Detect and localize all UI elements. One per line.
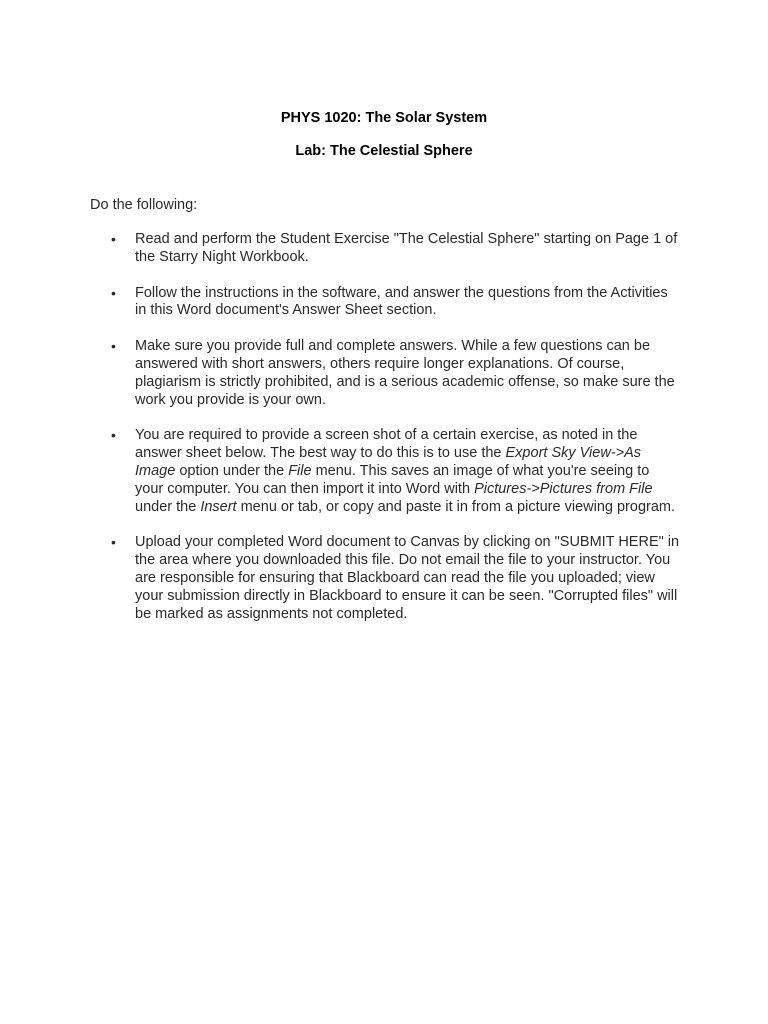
menu-name-insert: Insert <box>200 498 237 515</box>
list-item <box>0 338 680 409</box>
list-item <box>0 285 680 321</box>
instruction-list <box>0 231 768 641</box>
menu-name-file: File <box>288 462 312 479</box>
list-item-text: Read and perform the Student Exercise "The Celestial Sphere" starting on Page 1 of the Starry Night Workbook. <box>135 231 678 265</box>
list-item-text: You are required to provide a screen shot of a certain exercise, as noted in the answer sheet below. The best way to do this is to use the Export Sky View->As Image option under the File menu. This saves an image of what you're seeing to your computer. You can then import it into Word with Pictures->Pictures from File under the Insert menu or tab, or copy and paste it in from a picture viewing program. <box>135 427 676 515</box>
course-title: PHYS 1020: The Solar System <box>280 110 488 126</box>
list-item-text: Upload your completed Word document to Canvas by clicking on "SUBMIT HERE" in the area where you downloaded this file. Do not email the file to your instructor. You are responsible for ensuring that Blackboard can read the file you uploaded; view your submission directly in Blackboard to ensure it can be seen. "Corrupted files" will be marked as assignments not completed. <box>135 534 680 622</box>
bullet-icon: • <box>111 338 116 355</box>
menu-path-pictures: Pictures->Pictures from File <box>474 480 653 497</box>
list-item <box>0 427 680 516</box>
bullet-icon: • <box>111 427 116 444</box>
bullet-icon: • <box>111 231 116 247</box>
list-item <box>0 231 680 267</box>
lab-title: Lab: The Celestial Sphere <box>295 143 473 159</box>
list-item-text: Follow the instructions in the software, and answer the questions from the Activities in this Word document's Answer Sheet section. <box>135 284 668 319</box>
menu-path-export-sky-view: Export Sky View->As Image <box>135 445 642 479</box>
intro-text: Do the following: <box>90 197 198 213</box>
list-item <box>0 534 680 623</box>
list-item-text: Make sure you provide full and complete answers. While a few questions can be answered with short answers, others require longer explanations. Of course, plagiarism is strictly prohibited, and is a serious academic offense, so make sure the work you provide is your own. <box>135 338 675 408</box>
bullet-icon: • <box>111 534 116 551</box>
bullet-icon: • <box>111 284 116 301</box>
